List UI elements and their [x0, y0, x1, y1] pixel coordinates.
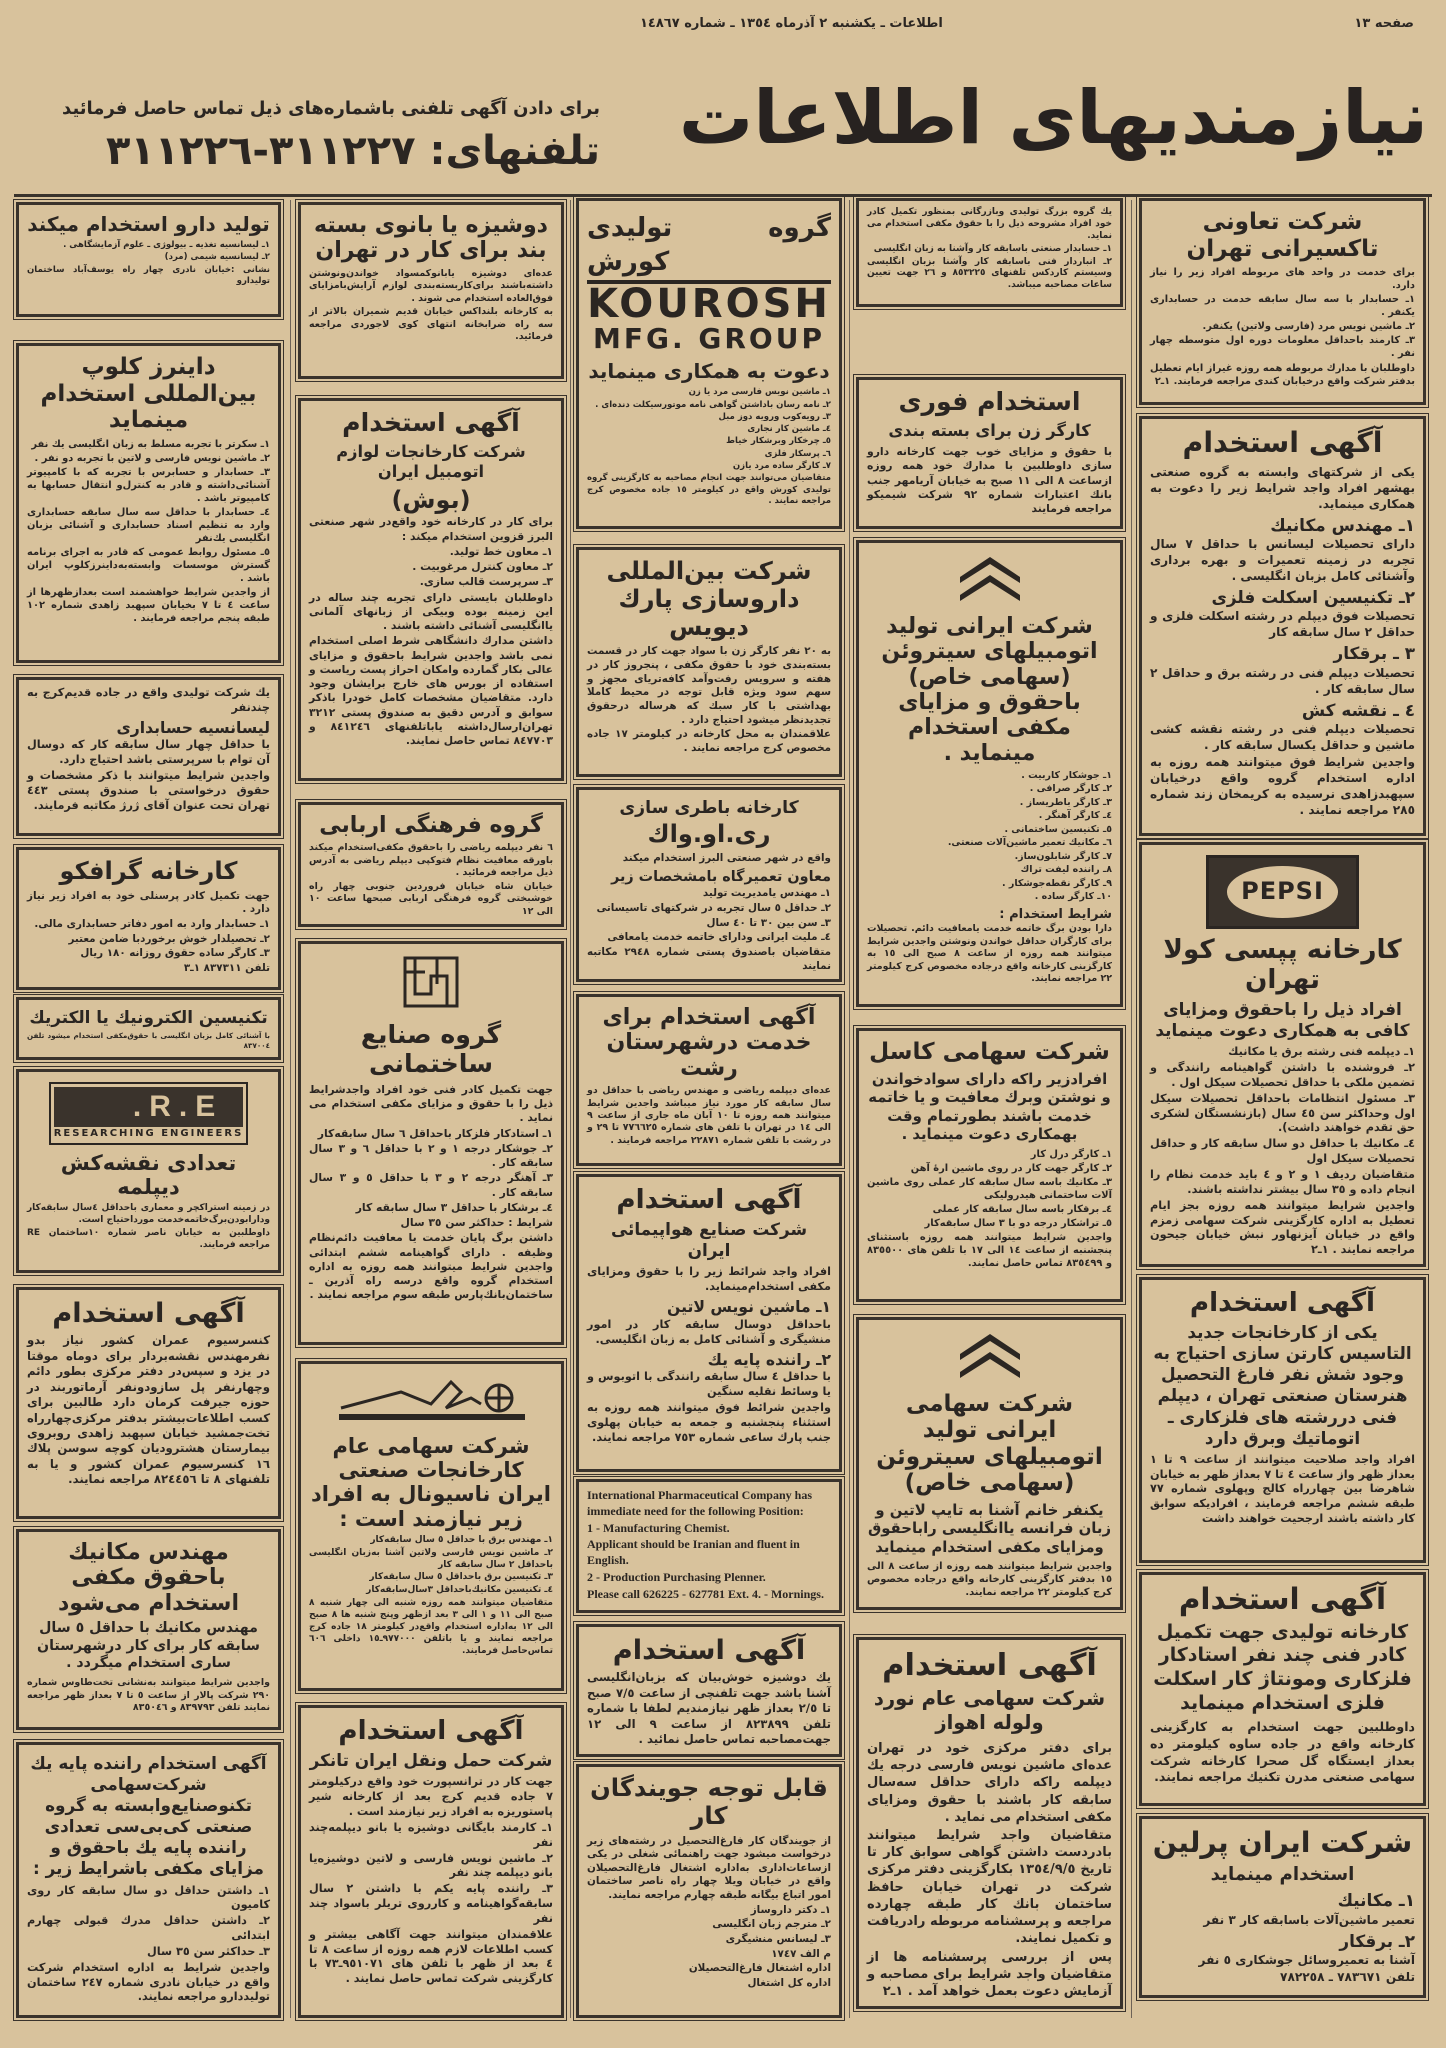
ad-body-text: ۱ـ مهندس یامدیریت تولید [702, 887, 831, 900]
ad-body-text: ٤ـ برشکار با حداقل ۳ سال سابقه کار [355, 1200, 553, 1214]
tkm-logo [309, 954, 553, 1015]
ad-body-text: ٥ـ چرخکار وبرشکار خیاط [726, 436, 831, 447]
ad-body-text: ۳ـ کارگر ساده حقوق روزانه ۱۸۰ ریال [80, 947, 270, 960]
ad-body-text: ۲ـ جوشکار درجه ۱ و ۲ با حداقل ٦ و ۳ سال سابقه کار . [309, 1141, 553, 1170]
ad-body-text: ٤ـ مکانیك با حداقل دو سال سابقه کار و حداقل تحصیلات سیکل اول [1150, 1137, 1415, 1166]
ad-body-text: ۳ـ حسابدار و حسابرس با تجربه که با کامپیوتر آشنائی‌داشته و قادر به کنترل‌و انتقال حسابها به کامپیوتر باشد . [27, 466, 270, 504]
re-logo [27, 1082, 270, 1145]
ad-body-text: با حقوق و مزایای خوب جهت کارخانه دارو سازی داوطلبین با مدارك خود همه روزه ازساعت ۸ الی ۱۱ صبح به خیابان آریامهر جنب بانك اعتبارات شماره ۹۲ شرکت شیمیکو مراجعه فرمایند [867, 445, 1113, 516]
ad-body-text: 2 - Production Purchasing Plenner. [587, 1570, 766, 1585]
classified-ad [1139, 198, 1426, 405]
ad-body-text: ۳ـ سرپرست قالب سازی. [419, 575, 553, 589]
ad-body-text: تلفن ۸۳۷۳۱۱ ۱ـ۳ [183, 961, 270, 974]
ad-body-text: اداره اشتغال فارغ‌التحصیلان [688, 1962, 831, 1975]
ad-body-text: 1 - Manufacturing Chemist. [587, 1520, 730, 1535]
classified-ad [16, 677, 281, 836]
ad-body-text: ۳ـ آهنگر درجه ۲ و ۳ با حداقل ٥ و ۳ سال سابقه کار . [309, 1171, 553, 1199]
ad-body-text: ۳ـ لیسانس منشیگری [725, 1933, 831, 1946]
classified-ad [16, 1287, 281, 1519]
pepsi-logo [1150, 855, 1415, 929]
ad-kicker: کارخانه باطری سازی [619, 798, 799, 818]
ad-subtitle: شرکت کارخانجات لوازم اتومبیل ایران [336, 441, 526, 482]
ad-body-text: م الف ۱۷٤۷ [771, 1947, 831, 1960]
ad-body-text: ۳ـ تکنیسین برق باحداقل ٥ سال سابقه‌کار [369, 1572, 553, 1583]
kourosh-logo [587, 211, 831, 354]
classified-ad [856, 1028, 1123, 1302]
ad-body-text: ۸ـ راننده لیفت تراك [1020, 864, 1112, 876]
ad-body-text: نشانی :خیابان نادری چهار راه یوسف‌آباد ساختمان تولیدارو [27, 264, 270, 286]
ad-body-text: ۱۰ـ کارگر ساده . [1034, 891, 1112, 903]
ad-body-text: ۲ـ ماشین نویس مرد (فارسی ولاتین) یکنفر. [1202, 321, 1415, 333]
kourosh-logo-mark [587, 211, 831, 354]
ad-body-text: ۳ـ حداکثر سن ۳٥ سال [147, 1944, 270, 1958]
ad-body-text: ۱ـ استادکار فلزکار باحداقل ٦ سال سابقه‌کار [317, 1126, 553, 1140]
logo-text: PEPSI [1227, 866, 1338, 918]
ad-body-text: ۱ـ دکتر داروساز [750, 1903, 831, 1916]
column-divider [290, 200, 291, 2018]
citroen-emblem-icon [955, 1330, 1025, 1385]
ad-body-text: ۲ـ مترجم زبان انگلیسی [712, 1918, 831, 1931]
logo-text-en2: MFG. GROUP [593, 321, 825, 355]
ad-body-text: ۲ـ ماشین نویس فارسی و لاتین با تجربه دو نفر . [34, 452, 270, 464]
ad-body-text: یك شرکت تولیدی واقع در جاده قدیم‌کرج به چندنفر [27, 686, 270, 714]
ad-position-heading: ۲ـ راننده پایه یك [707, 1350, 831, 1369]
ad-body-text: متقاضیان واجد شرایط میتوانند بادردست داشتن گواهی سوابق کار تا تاریخ ۱۳٥٤/۹/٥ بکارگزینی دفتر مرکزی شرکت در تهران خیابان حافظ ساختمان بانك کار طبقه چهارده مراجعه و پرسشنامه مربوطه رادریافت و تکمیل نمایند. [867, 1828, 1113, 1947]
classified-ad [576, 1764, 842, 2018]
ad-body-text: تحصیلات دیپلم فنی در رشته نقشه کشی ماشین و حداقل یکسال سابقه کار . [1150, 721, 1415, 752]
ad-position-heading: معاون تعمیرگاه بامشخصات زیر [611, 869, 831, 886]
ad-body-text: ٥ـ مسئول روابط عمومی که قادر به اجرای برنامه گسترش موسسات وابسته‌به‌داینرزکلوپ ایران باشد . [27, 547, 270, 585]
ad-body-text: ۲ـ ماشین نویس فارسی و لاتین دوشیزه‌یا بانو دیپلمه چند نفر [309, 1851, 553, 1880]
ad-subtitle: مهندس مکانیك با حداقل ٥ سال سابقه کار برای کار درشهرستان ساری استخدام میگردد . [37, 1620, 260, 1672]
ad-body-text: ۱ـ کارمند بایگانی دوشیزه یا بانو دیپلمه‌چند نفر [309, 1820, 553, 1849]
ad-subtitle: افرادزیر راکه دارای سوادخواندن و نوشتن وبرك معافیت و یا خاتمه خدمت باشند بطورتمام وقت بهمکاری دعوت مینماید . [868, 1069, 1111, 1144]
classified-ad [298, 202, 564, 379]
ad-body-text: Applicant should be Iranian and fluent in English. [587, 1537, 800, 1568]
classified-ad [856, 1317, 1123, 1610]
ad-position-heading: ۱ـ مکانیك [1337, 1890, 1415, 1911]
classified-ad [16, 1069, 281, 1273]
ad-body-text: ۳ـ کارگر باطریساز . [1019, 796, 1112, 808]
ad-body-text: ۳ـ کارمند باحداقل معلومات دوره اول متوسطه چهار نفر . [1150, 335, 1415, 360]
column-divider [1131, 200, 1132, 2018]
ad-subtitle: شرکت سهامی عام نورد ولوله اهواز [873, 1687, 1106, 1735]
ad-body-text: ۲ـ ماشین نویس فارسی ولاتین آشنا به‌زبان انگلیسی باحداقل ۲ سال سابقه کار [309, 1547, 553, 1570]
ad-body-text: ۱ـ معاون خط تولید. [449, 544, 553, 558]
ad-body-text: ۷ـ کارگر ساده مرد یازن [732, 461, 831, 472]
ad-body-text: ۱ـ کارگر درل کار [1030, 1148, 1112, 1160]
ad-title: شرکت ایران پرلین [1152, 1826, 1413, 1859]
ad-body-text: ٤ـ حسابدار با حداقل سه سال سابقه حسابداری وارد به تنظیم اسناد حسابداری و آشنائی بزبان انگلیسی یك‌نفر [27, 506, 270, 545]
ad-body-text: یك گروه بزرگ تولیدی وبازرگانی بمنظور تکمیل کادر خود افراد مشروحه ذیل را با حقوق مکفی استخدام می نماید. [867, 207, 1112, 241]
ad-title: ری.او.واك [647, 819, 771, 848]
ad-body-text: اداره کل اشتغال [747, 1976, 831, 1989]
pepsi-logo-mark [1206, 855, 1359, 929]
ad-body-text: ۲ـ کارگر جهت کار در روی ماشین ارهٔ آهن [910, 1162, 1112, 1174]
ad-body-text: ۲ـ لیسانسیه شیمی (مرد) [164, 252, 270, 263]
ad-position-heading: ۱ـ ماشین نویس لاتین [667, 1298, 831, 1317]
ad-body-text: واجدین شرایط میتوانند همه روزه باستثنای پنجشنبه‌ از ساعت ۱٤ الی ۱۷ با تلفن های ۸۳٥٥۰۰ و ۸۳٥٤۹۹ تماس حاصل نمایند. [867, 1232, 1112, 1270]
column-divider [849, 200, 850, 2018]
logo-subtext: RESEARCHING ENGINEERS [53, 1127, 244, 1139]
ad-body-text: متقاضیان میتوانند همه روزه شنبه الی چهار شنبه ۸ صبح الی ۱۱ و ۱ الی ۳ بعد ازظهر وپنج شنبه ها ۸ صبح الی ۱۲ به‌اداره استخدام واقع‌در کیلومتر ۱۸ جاده کرج مراجعه نمایند و یا باتلفن ۹۷۷۰۰۰ـ۱٥ داخلی ٦۰٦ تماس‌حاصل فرمایند. [309, 1598, 554, 1656]
ad-body-text: ۲ـ فروشنده با داشتن گواهینامه رانندگی و تضمین ملکی با حداقل تحصیلات سیکل اول . [1150, 1061, 1415, 1089]
ad-title: دوشیزه یا بانوی بسته بند برای کار در تهران [314, 213, 548, 264]
ad-position-heading: ۱ـ مهندس مکانیك [1270, 514, 1415, 535]
ad-title: شرکت تعاونی تاکسیرانی تهران [1186, 209, 1379, 262]
classified-ad [856, 377, 1123, 529]
ad-title: آگهی استخدام [338, 1716, 524, 1746]
ad-body-text: داشتن برگ پایان خدمت یا معافیت دائم‌نظام وظیفه . دارای گواهینامه ششم ابتدائی واجدین شرایط میتوانند همه روزه به اداره استخدام گروه واقع درسه راه آذرین ـ ساختمان‌بانك‌پارس طبقه سوم مراجعه نمایند . [309, 1231, 553, 1302]
classified-ad [1139, 842, 1426, 1267]
ad-subtitle: کارخانه تولیدی جهت تکمیل کادر فنی چند نفر استادکار فلزکاری ومونتاژ کار اسکلت فلزی استخدام مینماید [1153, 1620, 1412, 1714]
ad-body-text: ۳ـ مسئول انتظامات باحداقل تحصیلات سیکل اول وحداکثر سن ٤٥ سال (بازنشستگان لشکری حق تقدم خواهند داشت). [1150, 1091, 1415, 1135]
ad-title: کارخانه پپسی کولا تهران [1163, 934, 1402, 995]
ad-title: شرکت سهامی ایرانی تولید اتومبیلهای سیتروئن (سهامی خاص) [876, 1390, 1103, 1497]
ad-body-text: داوطلبان بایستی دارای تجربه چند ساله در این زمینه بوده وبیکی از زبانهای آلمانی یاانگلیسی آشنائی داشته باشند . [309, 590, 553, 633]
ad-title: مهندس مکانیك باحقوق مکفی استخدام می‌شود [57, 1540, 240, 1616]
ad-title: شرکت بین‌المللی داروسازی پارك دیویس [606, 557, 812, 641]
classified-ad [298, 941, 564, 1345]
ad-body-text: ۱ـ حسابدار وارد به امور دفاتر حسابداری مالی. [34, 918, 270, 931]
ad-subtitle: استخدام مینماید [1210, 1863, 1355, 1885]
ad-title: گروه فرهنگی اربابی [319, 813, 543, 838]
ad-body-text: ۳ـ رویه‌کوب ورویه دوز مبل [718, 411, 831, 422]
classified-ad [856, 198, 1123, 307]
ad-body-text: افراد واجد شرائط زیر را با حقوق ومزایای مکفی استخدام‌مینماید. [587, 1265, 831, 1294]
ad-title: آگهی استخدام [1189, 1288, 1376, 1318]
ad-body-text: ۲ـ کارگر صرافی . [1029, 783, 1112, 795]
ad-subtitle: افراد ذیل را باحقوق ومزایای کافی به همکاری دعوت مینماید [1155, 999, 1410, 1041]
phone-note: برای دادن آگهی تلفنی باشماره‌های ذیل تماس حاصل فرمائید [62, 98, 600, 119]
ad-subtitle: شرکت صنایع هواپیمائی ایران [610, 1219, 808, 1261]
ad-body-text: ۱ـ لیسانسیه تغذیه ـ بیولوژی ـ علوم آزمایشگاهی . [63, 239, 270, 250]
ad-body-text: داشتن مدارك دانشگاهی شرط اصلی استخدام نمی باشد واجدین شرایط باحقوق و مزایای عالی بکار گمارده وامکان احراز پست ریاست و استفاده از بورس های خارج برایشان وجود دارد. متقاضیان مشخصات کامل خودرا باذکر سوابق و آدرس دقیق به صندوق پستی ۳۲۱۲ تهران‌ارسال‌داشته یاباتلفنهای ۸٤۱۲٤٦ و ۸٤۷۷۰۳ تماس حاصل نمایند. [309, 634, 553, 748]
ad-body-text: Please call 626225 - 627781 Ext. 4. - Mornings. [587, 1586, 824, 1601]
ad-body-text: برای کار در کارخانه خود واقع‌در شهر صنعتی البرز قزوین استخدام میکند : [309, 515, 553, 543]
ad-body-text: واقع در شهر صنعتی البرز استخدام میکند [622, 852, 831, 865]
ad-body-text: ۷ـ کارگر شابلون‌ساز. [1014, 850, 1112, 862]
iran-national-emblem-icon [331, 1374, 531, 1428]
ad-title: شرکت ایرانی تولید اتومبیلهای سیتروئن (سهامی خاص) باحقوق و مزایای مکفی استخدام مینماید . [881, 613, 1098, 766]
ad-body-text: کنسرسیوم عمران کشور نیاز بدو نفرمهندس نقشه‌بردار برای دوماه موقتا در یزد و سپس‌در دفتر مرکزی بطور دائم وچهارنفر پل سازودونفر آرماتوربند در حوزه جیرفت کرمان دارد طالبین برای کسب اطلاعات‌بیشتر بدفتر مرکزی‌چهارراه تخت‌جمشید خیابان سپهبد زاهدی روبروی بیمارستان هشترودیان کوچه سوسن پلاك ۱٦ کنسرسیوم عمران کشور و یا به تلفنهای ۸ تا ۸۲٤٤٥٦ مراجعه نمایند. [27, 1333, 270, 1487]
classified-ad [16, 1742, 281, 2018]
ad-body-text: واجدین شرایط میتوانند همه روزه بجز ایام تعطیل به اداره کارگزینی شرکت سهامی زمزم واقع در خیابان آیزنهاور نبش خیابان جیحون مراجعه نمایند . ۱ـ۲ [1150, 1198, 1415, 1257]
classified-ad [1139, 1816, 1426, 1998]
ad-body-text: ۲ـ تحصیلدار خوش برخوردبا ضامن معتبر [68, 932, 270, 945]
ad-body-text: از واجدین شرایط خواهشمند است بعدازظهرها از ساعت ٤ تا ۷ بخیابان سپهبد زاهدی شماره ۱۰۲ طبقه پنجم مراجعه فرمایند . [27, 587, 270, 625]
classified-ad [298, 398, 564, 781]
ad-body-text: ۱ـ داشتن حداقل دو سال سابقه کار روی کامیون [27, 1883, 270, 1912]
ad-body-text: ۲ـ نامه رسان باداشتن گواهی نامه موتورسیکلت دنده‌ای . [595, 399, 831, 410]
ad-body-text: به کارخانه بلنداکس خیابان قدیم شمیران بالاتر از سه راه ضرابخانه انتهای کوی لاجوردی مراجعه فرمائید. [309, 306, 553, 343]
ad-body-text: ٥ـ تراشکار درجه دو با ۳ سال سابقه‌کار [924, 1218, 1112, 1230]
ad-body-text: در زمینه استراکچر و معماری باحداقل ٤سال سابقه‌کار ودارابودن‌برگ‌خاتمه‌خدمت مورداحتیاج است. [27, 1203, 270, 1225]
header-rule [14, 194, 1432, 197]
classified-ad [298, 1705, 564, 2018]
ad-body-text: دارا بودن برگ خاتمه خدمت یامعافیت دائم. تحصیلات برای کارگران حداقل خواندن ونوشتن واجدین شرایط میتوانند همه روزه از ساعت ۸ صبح الی ۱٥ به کارگزینی کارخانه واقع درجاده مخصوص کرج کیلومتر ۲۲ مراجعه نمایند. [867, 923, 1112, 985]
ad-body-text: ٦ نفر دیپلمه ریاضی را باحقوق مکفی‌استخدام میکند باورقه معافیت نظام فتوکپی دیپلم ریاضی به آدرس ذیل مراجعه فرمائید . [309, 842, 553, 879]
classified-ad [298, 1361, 564, 1691]
ad-body-text: ۱ـ حسابدار با سه سال سابقه خدمت در حسابداری یکنفر . [1150, 294, 1415, 319]
ad-body-text: با حداقل ٤ سال سابقه رانندگی با اتوبوس و یا وسائط نقلیه سنگین [587, 1370, 831, 1399]
ad-body-text: جهت کار در ترانسپورت خود واقع درکیلومتر ۷ جاده قدیم کرج بعد از کارخانه شیر پاستوریزه به افراد زیر نیازمند است . [309, 1775, 553, 1818]
classified-ad [1139, 1572, 1426, 1806]
ad-body-text: ٥ـ تکنیسین ساختمانی . [1004, 823, 1112, 835]
logo-text: R.E. [54, 1087, 244, 1127]
ad-title: شرکت سهامی عام کارخانجات صنعتی ایران ناسیونال به افراد زیر نیازمند است : [311, 1434, 551, 1531]
ad-title: استخدام فوری [898, 387, 1081, 416]
ad-body-text: برای خدمت در واحد های مربوطه افراد زیر را نیاز دارد. [1150, 267, 1415, 292]
ad-body-text: واجدین شرایط میتوانند به‌نشانی تخت‌طاوس شماره ۲۹۰ شرکت پالار از ساعت ٥ تا ۷ بعداز ظهر مراجعه نمایند تلفن ۸۳۹۷۹۳ و ۸۳٥۰٤٦ [27, 1677, 270, 1714]
ad-title: تولید دارو استخدام میکند [27, 212, 270, 236]
ad-body-text: داوطلبین به خیابان ناصر شماره ۱۰ساختمان RE مراجعه فرمایند. [27, 1227, 270, 1250]
ad-body-text: ۳ـ مکانیك باسه سال سابقه کار عملی روی ماشین آلات ساختمانی هیدرولیکی [867, 1176, 1112, 1201]
ad-body-text: ۱ـ جوشکار کاربیت . [1021, 769, 1112, 781]
ad-body-text: علاقمندان به محل کارخانه در کیلومتر ۱۷ جاده مخصوص کرج مراجعه نمایند . [587, 728, 831, 754]
re-logo-mark [49, 1082, 249, 1145]
ad-body-text: عده‌ای دوشیزه یابانوکمسواد خواندن‌ونوشتن داشته‌باشند برای‌کاربسته‌بندی لوازم آرایش‌بامزایای فوق‌العاده استخدام می شوند . [309, 267, 553, 304]
ad-body-text: ٤ـ تکنیسین مکانیك‌باحداقل ۳سال‌سابقه‌کار [366, 1585, 553, 1596]
ad-body-text: علاقمندان میتوانند جهت آگاهی بیشتر و کسب اطلاعات لازم همه روزه از ساعت ۸ تا ٤ بعد از ظهر با تلفن های ۹٥۱۰۷۱ـ۷۳ با کارگزینی شرکت تماس حاصل نمایند . [309, 1927, 553, 1986]
ad-title: قابل توجه جویندگان کار [590, 1774, 828, 1830]
ad-body-text: باحداقل دوسال سابقه کار در امور منشیگری و آشنائی کامل به زبان انگلیسی. [587, 1317, 831, 1346]
classified-ad [16, 202, 281, 317]
ad-subtitle: شرکت حمل ونقل ایران تانکر [309, 1750, 553, 1771]
classified-ad [298, 802, 564, 927]
classified-ad [1139, 416, 1426, 836]
iran-national-logo [309, 1374, 553, 1428]
ad-body-text: واجدین شرایط میتوانند با ذکر مشخصات و حقوق درخواستی با صندوق پستی ٤٤۳ تهران تحت عنوان آقای ژرژ مکاتبه فرمایند. [27, 769, 270, 812]
ad-body-text: خیابان شاه خیابان فروردین جنوبی چهار راه خوشبختی گروه فرهنگی اربابی صبحها ساعت ۱۰ الی ۱۲ [309, 880, 553, 917]
ad-subtitle: یکنفر خانم آشنا به تایپ لاتین و زبان فرانسه یاانگلیسی راباحقوق ومزایای مکفی استخدام مینماید [867, 1500, 1111, 1556]
ad-body-text: ۲ـ داشتن حداقل مدرك قبولی چهارم ابتدائی [27, 1914, 270, 1943]
ad-body-text: ٤ـ ماشین کار نجاری [747, 424, 831, 435]
ad-body-text: تحصیلات دیپلم فنی در رشته برق و حداقل ۲ سال سابقه کار . [1150, 665, 1415, 696]
ad-body-text: داوطلبین جهت استخدام به کارگزینی کارخانه واقع در جاده ساوه کیلومتر ده بعداز ایستگاه گل صحرا کارخانه شرکت سهامی صنعتی مدرن تکنیك مراجعه نمایند. [1150, 1719, 1415, 1785]
classified-ad [576, 547, 842, 777]
classified-ad [856, 1637, 1123, 2009]
logo-text-fa: گروه تولیدی کورش [587, 213, 831, 278]
page-number: صفحه ۱۳ [1354, 16, 1414, 31]
ad-position-heading: ۲ـ تکنیسین اسکلت فلزی [1211, 587, 1415, 608]
ad-body-text: ۳ـ سن بین ۳۰ تا ٤۰ سال [706, 916, 831, 929]
ad-subtitle: کارگر زن برای بسته بندی [888, 420, 1091, 440]
issue-line: اطلاعات ـ یکشنبه ۲ آذرماه ۱۳٥٤ ـ شماره ۱٤۸٦۷ [640, 16, 943, 31]
ad-body-text: ٦ـ مکانیك تعمیر ماشین‌آلات صنعتی. [947, 837, 1112, 849]
ad-title: آگهی استخدام [882, 1648, 1097, 1683]
ad-body-text: آشنا به تعمیروسائل جوشکاری ٥ نفر [1198, 1952, 1415, 1967]
ad-title: تکنیسین الکترونیك یا الکتریك [29, 1007, 268, 1027]
ad-body-text: ۱ـ ماشین نویس فارسی مرد یا زن [688, 387, 831, 398]
ad-body-text: تلفن ۷۸۳٦۷۱ ـ ۷۸۲۲٥۸ [1280, 1969, 1415, 1984]
ad-body-text: تحصیلات فوق دیپلم در رشته اسکلت فلزی و حداقل ۲ سال سابقه کار [1150, 609, 1415, 640]
ad-subtitle: آگهی استخدام راننده پایه یك شرکت‌سهامی تکنوصنایع‌وابسته به گروه صنعتی کی‌بی‌سی تعدادی راننده پایه یك باحقوق و مزایای مکفی باشرایط زیر : [30, 1753, 267, 1879]
ad-title: دعوت به همکاری مینماید [588, 359, 830, 384]
classified-ad [16, 997, 281, 1060]
ad-title: آگهی استخدام [52, 1298, 245, 1329]
ad-body-text: ۲ـ انباردار فنی باسابقه کار وآشنا بزبان انگلیسی وسیستم کاردکس تلفنهای ۸٥۳۲۲٥ و ۲٦ جهت تعیین ساعات مصاحبه میباشد. [867, 256, 1112, 291]
ad-title: تعدادی نقشه‌کش دیپلمه [60, 1150, 237, 1199]
ad-body-text: واجدین شرایط میتوانند همه روزه از ساعت ۸ الی ۱٥ بدفتر کارگزینی کارخانه واقع درجاده مخصوص کرج کیلومتر ۲۲ مراجعه نمایند. [867, 1561, 1113, 1599]
ad-title: آگهی استخدام [1178, 1582, 1387, 1616]
ad-title: آگهی استخدام [612, 1635, 806, 1666]
classified-ad [16, 343, 281, 663]
classified-ad [16, 847, 281, 990]
ad-title: کارخانه گرافکو [59, 857, 238, 885]
tkm-emblem-icon [401, 954, 461, 1015]
ad-body-text: ٤ـ کارگر آهنگر . [1038, 810, 1112, 822]
ad-body-text: متقاضیان می‌توانند جهت انجام مصاحبه به کارگزینی گروه تولیدی کورش واقع در کیلومتر ۱٥ جاده مخصوص کرج مراجعه نمایند . [587, 473, 831, 506]
section-masthead: نیازمندیهای اطلاعات [678, 75, 1428, 161]
ad-body-text: ٤ـ ملیت ایرانی ودارای خاتمه خدمت یامعافی [607, 931, 831, 944]
ad-body-text: ۹ـ کارگر نقطه‌جوشکار . [1002, 877, 1112, 889]
issue-header [640, 16, 1414, 31]
ad-body-text: پس از بررسی پرسشنامه ها از متقاضیان واجد شرایط برای مصاحبه و آزمایش دعوت بعمل خواهد آمد . ۱ـ۲ [867, 1949, 1112, 2000]
ad-body-text: جهت تکمیل کادر فنی خود افراد واجدشرایط ذیل را با حقوق و مزایای مکفی استخدام می نماید . [309, 1082, 553, 1125]
ad-body-text: با حداقل چهار سال سابقه کار که دوسال آن توام با سرپرستی باشد احتیاج دارد. [27, 738, 270, 767]
ad-position-heading: ٤ ـ نقشه کش [1301, 699, 1415, 720]
ad-title: داینرز کلوپ بین‌المللی استخدام مینماید [40, 354, 257, 434]
ad-body-text: ۲ـ معاون کنترل مرغوبیت . [412, 560, 553, 574]
ad-body-text: ۱ـ دیپلمه فنی رشته برق یا مکانیك [1228, 1045, 1415, 1059]
ad-body-text: متقاضیان باصندوق پستی شماره ۲۹٤۸ مکاتبه نمایند [587, 945, 831, 972]
ad-position-heading: ۲ـ برقکار [1339, 1930, 1415, 1951]
citroen-logo [867, 553, 1112, 608]
classified-ad [576, 1624, 842, 1757]
ad-body-text: عده‌ای دیپلمه ریاضی و مهندس ریاضی با حداقل دو سال سابقه کار مورد نیاز میباشد واجدین شرایط میتوانند همه روزه تا ۱۰ آبان ماه جاری از ساعت ۹ الی ۱٤ در تهران با تلفن های شماره ۷۷٦٦۲٥ تا ۲۹ و در رشت با تلفن شماره ۲۲۸۷۱ مراجعه فرمایند . [587, 1085, 831, 1146]
citroen-emblem-icon [955, 553, 1025, 608]
ad-body-text: تعمیر ماشین‌آلات باسابقه کار ۳ نفر [1203, 1912, 1415, 1927]
ad-body-text: ۱ـ سکرتر با تجربه مسلط به زبان انگلیسی یك نفر [31, 438, 270, 450]
classified-ad [16, 1529, 281, 1730]
ad-body-text: یك دوشیزه خوش‌بیان که بزبان‌انگلیسی آشنا باشد جهت تلفنچی از ساعت ۷/٥ صبح تا ۲/٥ بعداز ظهر نیازمندیم لطفا با شماره تلفن ۸۲۳۸۹۹ از ساعت ۹ الی ۱۲ جهت‌مصاحبه تماس حاصل نمائید . [587, 1670, 831, 1747]
ad-position-heading: ۳ ـ برقکار [1333, 643, 1415, 664]
ad-body-text: به ۲۰ نفر کارگر زن با سواد جهت کار در قسمت بسته‌بندی خود با حقوق مکفی ، پنجروز کار در هفته و سرویس رفت‌وآمد کافه‌تریای مجهز و سهم سود ویژه قابل توجه در محیط کاملا بهداشتی با کار سبك که هرساله درحقوق تجدیدنظر میشود احتیاج دارد . [587, 645, 832, 726]
ad-title: گروه صنایع ساختمانی [360, 1019, 502, 1078]
ad-body-text: ٦ـ پرسکار فلزی [764, 448, 831, 459]
ad-body-text: شرایط : حداکثر سن ۳٥ سال [400, 1216, 553, 1230]
classified-ad [1139, 1277, 1426, 1563]
ad-body-text: واجدین شرایط فوق میتوانند همه روزه به اداره استخدام گروه واقع درخیابان سپهبدزاهدی نرسیده به کریمخان زند شماره ۲۸٥ مراجعه نمایند . [1150, 754, 1415, 818]
classified-ad [576, 994, 842, 1166]
ad-body-text: International Pharmaceutical Company has immediate need for the following Position: [587, 1488, 812, 1518]
ad-title: آگهی استخدام [342, 408, 520, 437]
ad-body-text: واجدین شرایط به اداره استخدام شرکت واقع در خیابان نادری شماره ۲٤۷ ساختمان تولیددارو مراجعه نمایند. [27, 1960, 270, 2004]
ad-body-text: با آشنائی کامل بزبان انگلیسی با حقوق‌مکفی استخدام میشود تلفن ۸۳۷۰۰٤ [27, 1031, 270, 1050]
citroen-logo [867, 1330, 1112, 1385]
ad-body-text: دارای تحصیلات لیسانس با حداقل ۷ سال تجربه در زمینه تعمیرات و بهره برداری وآشنائی کامل بزبان انگلیسی . [1150, 536, 1415, 583]
classified-ad [576, 1479, 842, 1613]
column-divider [570, 200, 571, 2018]
ad-body-text: ٤ـ برقکار باسه سال سابقه کار عملی [932, 1203, 1112, 1215]
ad-subtitle: یکی از کارخانجات جدید التاسیس کارتن سازی احتیاج به وجود شش نفر فارغ التحصیل هنرستان صنعتی تهران ، دیپلم فنی دررشته های فلزکاری ـ اتوماتیك وبرق دارد [1153, 1322, 1412, 1448]
classified-ad [576, 198, 842, 529]
ad-body-text: جهت تکمیل کادر پرسنلی خود به افراد زیر نیاز دارد . [27, 889, 270, 916]
ad-body-text: ۱ـ حسابدار صنعتی باسابقه کار وآشنا به زبان انگلیسی [873, 243, 1112, 254]
ad-body-text: واجدین شرائط فوق میتوانند همه روزه به استثناء پنجشنبه و جمعه به خیابان پهلوی جنب پارك ساعی شماره ۷٥۳ مراجعه نمایند. [587, 1400, 831, 1444]
ad-phone-numbers: تلفنهای: ۳۱۱۲۲۷-۳۱۱۲۲٦ [105, 128, 600, 174]
ad-body-text: یکی از شرکتهای وابسته به گروه صنعتی بهشهر افراد واجد شرایط زیر را دعوت به همکاری مینماید. [1150, 464, 1415, 511]
classified-ad [576, 1174, 842, 1472]
ad-body-text: برای دفتر مرکزی خود در تهران عده‌ای ماشین نویس فارسی درجه یك دیپلمه راکه دارای حداقل سه‌سال سابقه کار باشند با حقوق ومزایای مکفی استخدام می نماید . [867, 1740, 1112, 1825]
ad-title: آگهی استخدام [616, 1185, 802, 1215]
ad-position-heading: لیسانسیه حسابداری [116, 718, 270, 737]
classified-ad [856, 540, 1123, 1007]
ad-title: آگهی استخدام برای خدمت درشهرستان رشت [602, 1005, 816, 1081]
ad-position-heading: شرایط استخدام : [999, 906, 1112, 922]
ad-body-text: ۳ـ راننده پایه یکم با داشتن ۲ سال سابقه‌گواهینامه و کارروی تریلر باسواد چند نفر [309, 1882, 554, 1925]
ad-title: آگهی استخدام [1182, 426, 1383, 459]
ad-body-text: ۱ـ مهندس برق با حداقل ٥ سال سابقه‌کار [370, 1534, 553, 1545]
ad-body-text: از جویندگان کار فارغ‌التحصیل در رشته‌های زیر درخواست میشود جهت راهنمائی شغلی در یکی ازساعات‌اداری به‌اداره اشتغال فارغ‌التحصیلان واقع در خیابان ویلا چهار راه ناصر ساختمان امور اتباع بیگانه طبقه چهارم مراجعه نمایند. [587, 1834, 831, 1902]
logo-text-en: KOUROSH [587, 280, 831, 327]
classified-ad [576, 787, 842, 982]
ad-subtitle-brand: (بوش) [391, 486, 471, 515]
ad-title: شرکت سهامی کاسل [869, 1039, 1110, 1065]
ad-body-text: ۲ـ حداقل ٥ سال تجربه در شرکتهای تاسیساتی [596, 901, 831, 914]
ad-body-text: متقاضیان ردیف ۱ و ۲ و ٤ باید خدمت نظام را انجام داده و ۳٥ سال بیشتر نداشته باشند. [1150, 1167, 1416, 1196]
ad-body-text: داوطلبان با مدارك مربوطه همه روزه غیراز ایام تعطیل بدفتر شرکت واقع درخیابان کندی مراجعه فرمایند. ۱ـ۲ [1150, 362, 1415, 387]
ad-body-text: افراد واجد صلاحیت میتوانند از ساعت ۹ تا ۱ بعداز ظهر واز ساعت ٤ تا ۷ بعداز ظهر به خیابان شاهرضا بین چهارراه کالج وپهلوی شماره ۷۷ طبقه ششم مراجعه فرمایند ، افرادیکه سوابق کار داشته باشند ارجحیت خواهند داشت [1150, 1452, 1415, 1526]
